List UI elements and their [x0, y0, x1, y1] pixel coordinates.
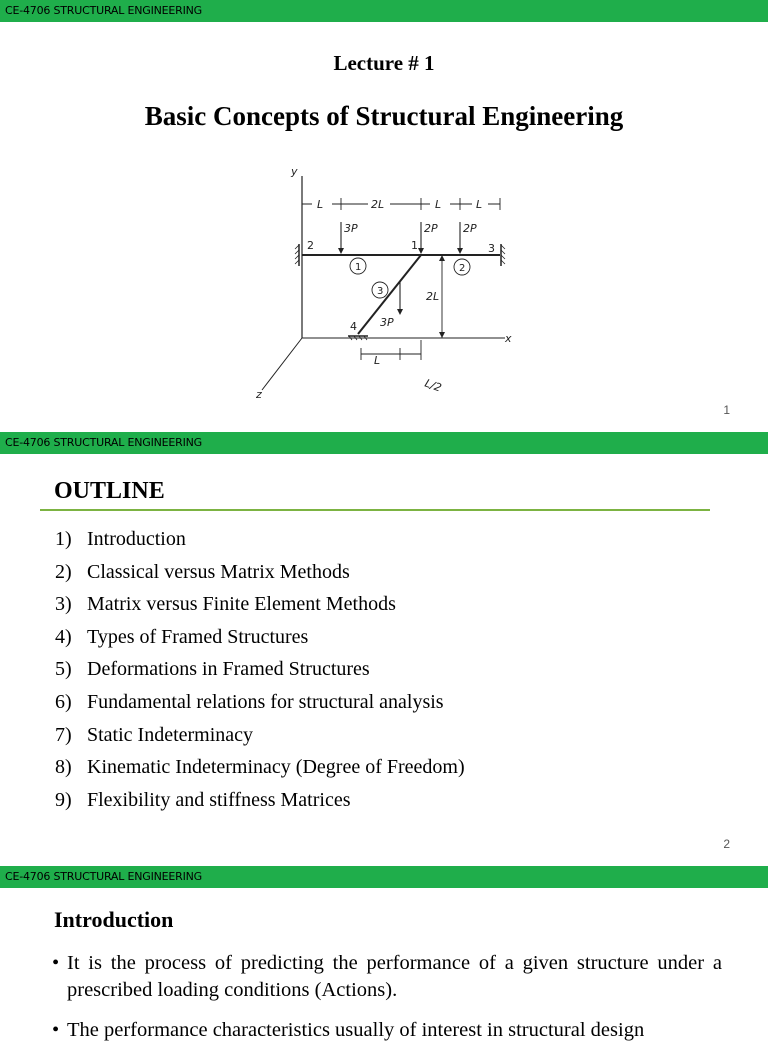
outline-item-text: Deformations in Framed Structures — [87, 658, 370, 681]
outline-item-number: 1) — [55, 528, 72, 550]
bullet-dot-icon: • — [52, 952, 60, 974]
outline-item-text: Fundamental relations for structural analysis — [87, 690, 444, 713]
outline-item-number: 9) — [55, 788, 72, 811]
outline-item — [55, 752, 465, 785]
outline-item — [55, 785, 465, 818]
slide-header-bar: CE-4706 STRUCTURAL ENGINEERING — [0, 866, 768, 888]
outline-item-text: Matrix versus Finite Element Methods — [87, 593, 396, 616]
dim-label: L/2 — [422, 376, 444, 395]
outline-item — [55, 524, 465, 557]
page-number: 2 — [723, 837, 730, 851]
slide-header-bar: CE-4706 STRUCTURAL ENGINEERING — [0, 0, 768, 22]
load-label: 3P — [344, 222, 358, 235]
page-number: 1 — [723, 403, 730, 417]
bullet-text: The performance characteristics usually of interest in structural design — [67, 1019, 645, 1041]
outline-item-number: 6) — [55, 690, 72, 713]
outline-item-number: 4) — [55, 625, 72, 648]
outline-heading: OUTLINE — [54, 478, 165, 504]
dim-label: L — [374, 354, 381, 367]
joint-label: 4 — [350, 320, 357, 333]
grid-frame-figure — [250, 158, 518, 404]
outline-item — [55, 622, 465, 655]
outline-item — [55, 720, 465, 753]
outline-item-text: Static Indeterminacy — [87, 723, 254, 746]
lecture-number: Lecture # 1 — [333, 51, 435, 75]
load-label: 2P — [424, 222, 438, 235]
bullet-text: It is the process of predicting the performance of a given structure under a prescribed loading conditions (Actions). — [67, 952, 722, 1001]
outline-item-number: 7) — [55, 723, 72, 746]
outline-item-text: Flexibility and stiffness Matrices — [87, 788, 351, 811]
dim-label: L — [317, 198, 324, 211]
outline-item-text: Classical versus Matrix Methods — [87, 560, 350, 583]
outline-list — [55, 524, 465, 817]
dim-label: 2L — [371, 198, 385, 211]
slide-3 — [0, 866, 768, 1041]
axis-label-x: x — [505, 332, 512, 345]
slide-2 — [0, 432, 768, 866]
outline-item-text: Kinematic Indeterminacy (Degree of Freedom) — [87, 756, 465, 779]
load-label: 2P — [463, 222, 477, 235]
dim-label: 2L — [426, 290, 440, 303]
load-label: 3P — [380, 316, 394, 329]
outline-item-number: 8) — [55, 756, 72, 779]
member-label: 3 — [377, 286, 384, 297]
heading-divider — [40, 509, 710, 511]
intro-bullet-list — [52, 950, 722, 1057]
axis-label-z: z — [256, 388, 262, 401]
bullet-item — [52, 1017, 722, 1044]
member-label: 2 — [459, 263, 466, 274]
bullet-item — [52, 950, 722, 1004]
outline-item-number: 5) — [55, 658, 72, 681]
outline-item-number: 2) — [55, 560, 72, 583]
joint-label: 2 — [307, 239, 314, 252]
dim-label: L — [476, 198, 483, 211]
bullet-dot-icon: • — [52, 1019, 60, 1041]
outline-item — [55, 654, 465, 687]
slide-header-bar: CE-4706 STRUCTURAL ENGINEERING — [0, 432, 768, 454]
outline-item-text: Introduction — [87, 528, 186, 550]
outline-item — [55, 557, 465, 590]
outline-item — [55, 687, 465, 720]
outline-item — [55, 589, 465, 622]
outline-item-number: 3) — [55, 593, 72, 616]
member-label: 1 — [355, 262, 362, 273]
slide-1 — [0, 0, 768, 432]
outline-item-text: Types of Framed Structures — [87, 625, 309, 648]
joint-label: 3 — [488, 242, 495, 255]
lecture-title: Basic Concepts of Structural Engineering — [144, 101, 624, 131]
axis-label-y: y — [291, 165, 298, 178]
joint-label: 1 — [411, 239, 418, 252]
dim-label: L — [435, 198, 442, 211]
section-heading: Introduction — [54, 907, 174, 932]
